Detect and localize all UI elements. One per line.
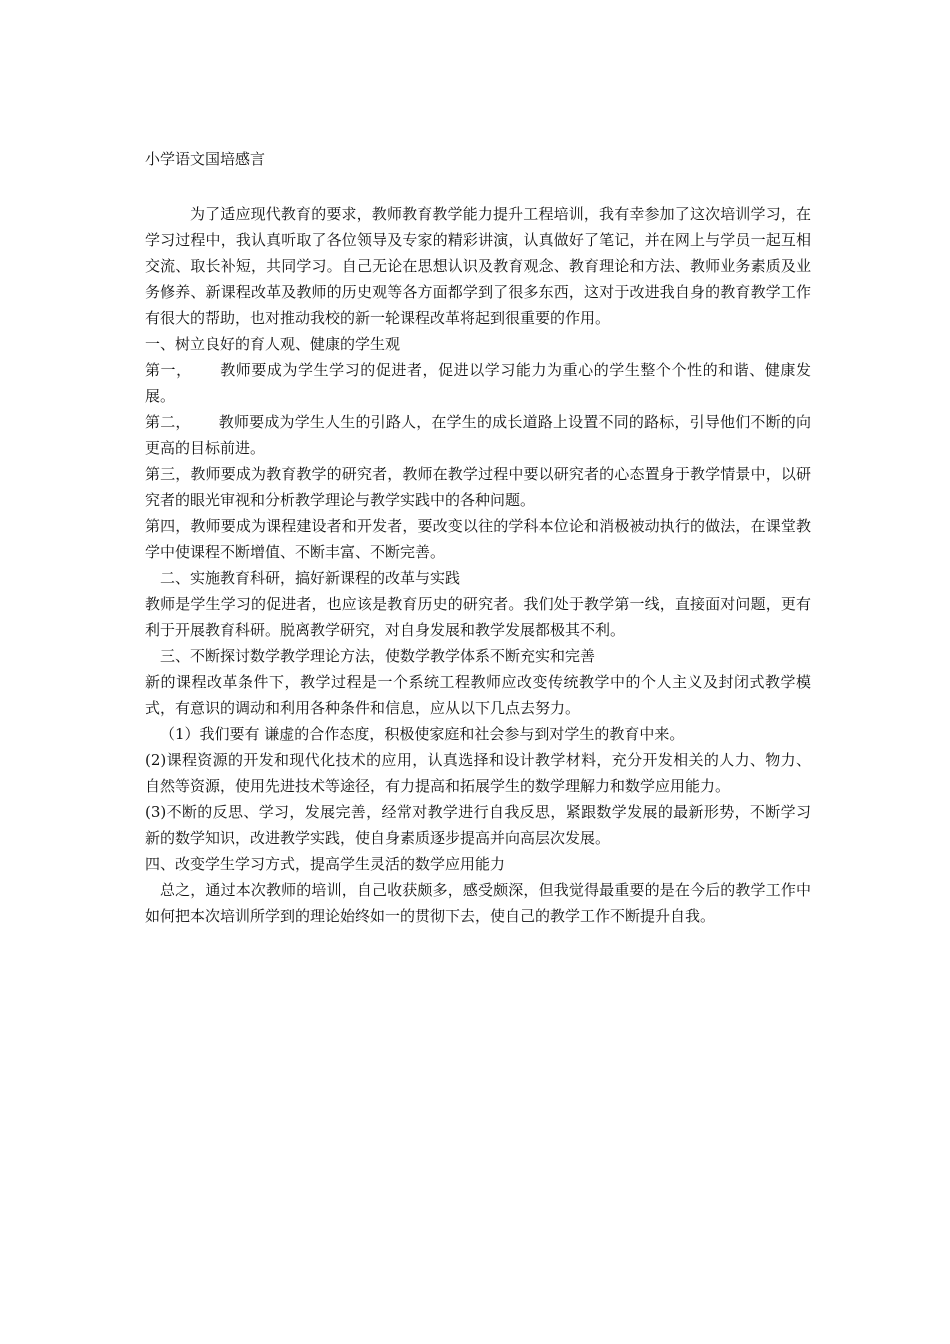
section-3-heading: 三、不断探讨数学教学理论方法，使数学教学体系不断充实和完善 xyxy=(160,647,596,665)
section-3-point-1: （1）我们要有 谦虚的合作态度，积极使家庭和社会参与到对学生的教育中来。 xyxy=(160,725,685,743)
section-3-point-2: (2)课程资源的开发和现代化技术的应用，认真选择和设计教学材料，充分开发相关的人力、物力、自然等资源，使用先进技术等途径，有力提高和拓展学生的数学理解力和数学应用能力。 xyxy=(145,751,811,795)
item-2-text: 教师要成为学生人生的引路人，在学生的成长道路上设置不同的路标，引导他们不断的向更高的目标前进。 xyxy=(145,413,811,457)
intro-paragraph: 为了适应现代教育的要求，教师教育教学能力提升工程培训，我有幸参加了这次培训学习，在学习过程中，我认真听取了各位领导及专家的精彩讲演，认真做好了笔记，并在网上与学员一起互相交流、取长补短，共同学习。自己无论在思想认识及教育观念、教育理论和方法、教师业务素质及业务修养、新课程改革及教师的历史观等各方面都学到了很多东西，这对于改进我自身的教育教学工作有很大的帮助，也对推动我校的新一轮课程改革将起到很重要的作用。 xyxy=(145,205,811,327)
item-1-label: 第一， xyxy=(145,361,192,379)
section-1-item-4: 第四，教师要成为课程建设者和开发者，要改变以往的学科本位论和消极被动执行的做法，在课堂教学中使课程不断增值、不断丰富、不断完善。 xyxy=(145,517,811,561)
section-2-body: 教师是学生学习的促进者，也应该是教育历史的研究者。我们处于教学第一线，直接面对问题，更有利于开展教育科研。脱离教学研究，对自身发展和教学发展都极其不利。 xyxy=(145,595,811,639)
section-2-heading: 二、实施教育科研，搞好新课程的改革与实践 xyxy=(160,569,461,587)
document-page xyxy=(145,145,811,929)
blank-line xyxy=(145,173,811,201)
item-2-label: 第二， xyxy=(145,413,191,431)
section-1-item-2 xyxy=(145,409,811,461)
section-3-point-3: (3)不断的反思、学习，发展完善，经常对教学进行自我反思，紧跟数学发展的最新形势，不断学习新的数学知识，改进教学实践，使自身素质逐步提高并向高层次发展。 xyxy=(145,803,811,847)
section-1-item-3: 第三，教师要成为教育教学的研究者，教师在教学过程中要以研究者的心态置身于教学情景中，以研究者的眼光审视和分析教学理论与教学实践中的各种问题。 xyxy=(145,465,811,509)
conclusion-paragraph: 总之，通过本次教师的培训，自己收获颇多，感受颇深，但我觉得最重要的是在今后的教学工作中如何把本次培训所学到的理论始终如一的贯彻下去，使自己的教学工作不断提升自我。 xyxy=(145,881,811,925)
item-1-text: 教师要成为学生学习的促进者，促进以学习能力为重心的学生整个个性的和谐、健康发展。 xyxy=(145,361,811,405)
section-1-item-1 xyxy=(145,357,811,409)
section-4-heading: 四、改变学生学习方式，提高学生灵活的数学应用能力 xyxy=(145,855,506,873)
document-title: 小学语文国培感言 xyxy=(145,150,266,168)
section-1-heading: 一、树立良好的育人观、健康的学生观 xyxy=(145,335,401,353)
section-3-body: 新的课程改革条件下，教学过程是一个系统工程教师应改变传统教学中的个人主义及封闭式教学模式，有意识的调动和利用各种条件和信息，应从以下几点去努力。 xyxy=(145,673,811,717)
